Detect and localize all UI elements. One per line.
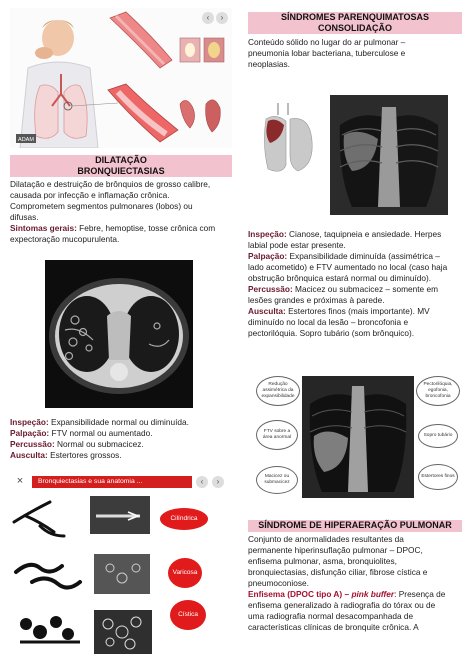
consolidation-xray-svg [330,95,448,215]
hiperaeracao-body [248,534,462,633]
dilatacao-body [10,179,232,245]
right-inspecao-2: labial pode estar presente. [248,240,346,250]
consolidacao-title: CONSOLIDAÇÃO [318,23,392,33]
left-ausculta-label: Ausculta: [10,450,48,460]
dilatacao-line-3: Comprometem segmentos pulmonares (lobos) ou [10,201,193,211]
bronchiectasis-illustration [10,8,232,148]
ct-mediastinum [107,311,131,360]
man-hand [35,47,53,59]
left-palpacao [10,428,232,439]
hiperaeracao-title: SÍNDROME DE HIPERAERAÇÃO PULMONAR [258,520,452,530]
cross-section-2-lumen [208,42,220,58]
parenquimatosas-line-3: neoplasias. [248,59,290,69]
left-exam-findings [10,417,232,461]
right-percussao-2: lesões grandes e próximas à parede. [248,295,385,305]
right-percussao-label: Percussão: [248,284,293,294]
cross-section-1-lumen [185,43,195,57]
bronchus-dilated-lumen [118,92,166,134]
specimen-left-lung [290,118,312,171]
left-inspecao-label: Inspeção: [10,417,49,427]
cystic-ct [94,610,152,654]
sintomas-line [10,223,232,234]
sintomas-line-2: expectoração mucopurulenta. [10,234,120,244]
parenquimatosas-header [248,12,462,34]
diagram-xray-svg [302,376,414,498]
watermark-text: ADAM [18,137,34,143]
right-palpacao-3: obstrução brônquica estará normal ou diminuído). [248,273,432,283]
hiperaeracao-line-4: bronquiectasias, disfunção ciliar, fibrose cística e [248,567,428,577]
varicose-sketch [16,565,80,588]
bubble-pectoriloquia: Pectorilóquia, egofonia, broncofonia [416,376,460,406]
specimen-trachea [278,103,288,115]
right-ausculta-1 [248,306,462,317]
enfisema-line-4: características clínicas de bronquite crônica. A [248,622,419,632]
bubble-sopro: Sopro tubário [418,424,458,448]
right-inspecao-1 [248,229,462,240]
ct-scan-svg [45,260,193,408]
pink-buffer-term: pink buffer [351,589,395,599]
ct-scan-bronchiectasis [45,260,193,408]
parenquimatosas-body [248,37,462,70]
label-cistica: Cística [170,600,206,630]
consolidation-diagram [254,372,464,502]
right-inspecao-label: Inspeção: [248,229,287,239]
left-palpacao-label: Palpação: [10,428,50,438]
right-exam-findings [248,229,462,339]
hiperaeracao-line-3: enfisema pulmonar, asma, bronquiolites, [248,556,397,566]
slide-next-button[interactable]: › [212,476,224,488]
dilatacao-line-2: causada por infecção e inflamação crônica. [10,190,170,200]
slide-prev-button[interactable]: ‹ [196,476,208,488]
right-ausculta-2: diminuído no local da lesão – broncofonia e [248,317,409,327]
right-palpacao-text: Expansibilidade diminuída (assimétrica – [287,251,440,261]
dilated-tube-1 [180,100,195,128]
bronquiectasias-title: BRONQUIECTASIAS [77,166,165,176]
sintomas-label: Sintomas gerais: [10,223,77,233]
bubble-reducao: Redução assimétrica da expansibilidade [256,376,300,406]
bubble-macicez: Macicez ou submacicez [256,466,298,494]
bronchiectasis-illustration-svg [10,8,232,148]
ct-left-lung [123,296,179,372]
enfisema-dash: – [342,589,352,599]
consolidation-xray [330,95,448,215]
bubble-estertores: Estertores finos [418,464,458,490]
hiperaeracao-line-1: Conjunto de anormalidades resultantes da [248,534,404,544]
right-ausculta-label: Ausculta: [248,306,286,316]
enfisema-text: : Presença de [394,589,446,599]
dilatacao-line-4: difusas. [10,212,39,222]
left-ausculta [10,450,232,461]
ct-spine [110,363,128,381]
label-cilindrica: Cilíndrica [160,508,208,530]
dilatacao-title: DILATAÇÃO [95,155,147,165]
right-palpacao-1 [248,251,462,262]
parenquimatosas-line-2: pneumonia lobar bacteriana, tuberculose e [248,48,406,58]
left-lung [35,85,58,138]
varicose-ct [94,554,150,594]
left-inspecao [10,417,232,428]
lung-specimen-image [258,95,318,177]
slide-close-icon[interactable]: × [16,475,24,487]
sintomas-text: Febre, hemoptise, tosse crônica com [76,223,216,233]
dilatacao-header [10,155,232,177]
left-percussao [10,439,232,450]
right-ausculta-3: pectorilóquia. Sopro tubário (som brônquico). [248,328,415,338]
label-varicosa: Varicosa [168,558,202,588]
enfisema-line [248,589,462,600]
hiperaeracao-header [248,520,462,532]
figure-next-button[interactable]: › [216,12,228,24]
slide-title: Bronquiectasias e sua anatomia ... [38,478,143,485]
left-ausculta-text: Estertores grossos. [47,450,122,460]
right-ausculta-text: Estertores finos (mais importante). MV [285,306,430,316]
enfisema-label: Enfisema (DPOC tipo A) [248,589,343,599]
bubble-ftv: FTV sobre a área anormal [256,420,298,450]
left-percussao-label: Percussão: [10,439,55,449]
anatomy-slide [10,472,232,664]
diagram-xray [302,376,414,498]
cylindrical-sketch [14,502,64,536]
ct-right-lung [59,296,115,372]
cystic-sketch [20,616,80,642]
lung-specimen-svg [258,95,318,177]
figure-prev-button[interactable]: ‹ [202,12,214,24]
right-inspecao-text: Cianose, taquipneia e ansiedade. Herpes [286,229,442,239]
bronchus-normal-lumen [116,16,164,64]
enfisema-line-3: uma radiografia normal desacompanhada de [248,611,414,621]
right-palpacao-label: Palpação: [248,251,288,261]
right-palpacao-2: lado acometido) e FTV aumentado no local (caso haja [248,262,448,272]
left-percussao-text: Normal ou submacicez. [54,439,144,449]
hiperaeracao-line-5: pneumoconiose. [248,578,309,588]
enfisema-line-2: enfisema generalizado à radiografia do tórax ou de [248,600,436,610]
right-percussao-text: Macicez ou submacicez – somente em [292,284,438,294]
left-palpacao-text: FTV normal ou aumentado. [49,428,153,438]
parenquimatosas-title: SÍNDROMES PARENQUIMATOSAS [280,12,429,22]
left-inspecao-text: Expansibilidade normal ou diminuída. [48,417,189,427]
hiperaeracao-line-2: permanente hiperinsuflação pulmonar – DPOC, [248,545,423,555]
dilatacao-line-1: Dilatação e destruição de brônquios de grosso calibre, [10,179,211,189]
dilated-tube-2 [206,100,221,132]
right-percussao-1 [248,284,462,295]
parenquimatosas-line-1: Conteúdo sólido no lugar do ar pulmonar – [248,37,406,47]
